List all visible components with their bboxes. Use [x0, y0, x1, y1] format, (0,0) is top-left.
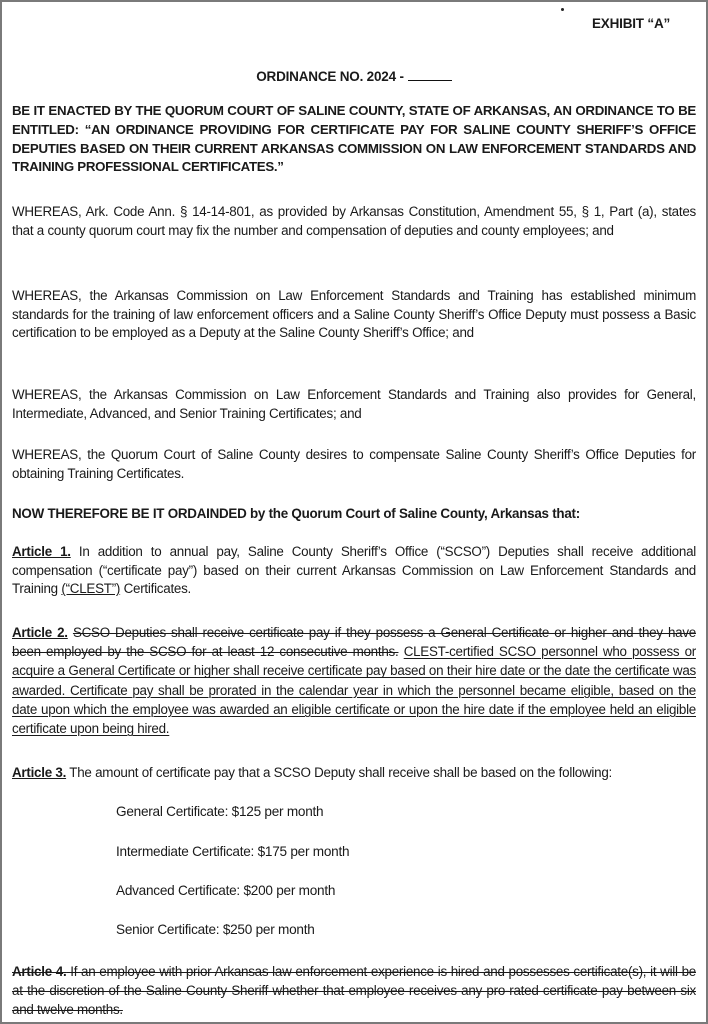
article-2-inserted-text: CLEST-certified SCSO personnel who possess or acquire a General Certificate or higher shall receive certificate pay based on their hire date or the date the certificate was awarded. Certificate pay shall be prorated in the calendar year in which the personnel became eligible, based on the date upon which the employee was awarded an eligible certificate or upon the hire date if the employee held an eligible certificate upon being hired.	[12, 644, 696, 737]
article-3	[12, 764, 696, 783]
certificate-pay-advanced: Advanced Certificate: $200 per month	[116, 883, 336, 898]
whereas-clause-4: WHEREAS, the Quorum Court of Saline County desires to compensate Saline County Sheriff’s Office Deputies for obtaining Training Certificates.	[12, 447, 696, 481]
article-4	[12, 962, 696, 1019]
article-1-text: In addition to annual pay, Saline County Sheriff’s Office (“SCSO”) Deputies shall receive additional compensation (“certificate pay”) based on their current Arkansas Commission on Law Enforcement Standards and Training	[12, 544, 696, 597]
whereas-clause-3: WHEREAS, the Arkansas Commission on Law Enforcement Standards and Training also provides for General, Intermediate, Advanced, and Senior Training Certificates; and	[12, 387, 696, 421]
article-1-heading: Article 1.	[12, 544, 71, 559]
whereas-clause-1: WHEREAS, Ark. Code Ann. § 14-14-801, as provided by Arkansas Constitution, Amendment 55, § 1, Part (a), states that a county quorum court may fix the number and compensation of deputies and county employees; and	[12, 204, 696, 238]
whereas-clause-2: WHEREAS, the Arkansas Commission on Law Enforcement Standards and Training has established minimum standards for the training of law enforcement officers and a Saline County Sheriff’s Office Deputy must possess a Basic certification to be employed as a Deputy at the Saline County Sheriff’s Office; and	[12, 288, 696, 341]
article-3-heading: Article 3.	[12, 765, 67, 780]
article-1-text-end: Certificates.	[120, 581, 192, 597]
article-1	[12, 543, 696, 599]
article-2-deleted-text: SCSO Deputies shall receive certificate pay if they possess a General Certificate or higher and they have been employed by the SCSO for at least 12 consecutive months.	[12, 625, 696, 660]
ordained-clause	[12, 505, 696, 524]
exhibit-label: EXHIBIT “A”	[592, 16, 671, 31]
ordinance-title	[2, 68, 706, 84]
certificate-pay-general: General Certificate: $125 per month	[116, 804, 324, 819]
article-2	[12, 623, 696, 738]
ordained-bold-text: NOW THEREFORE BE IT ORDAINDED	[12, 506, 247, 521]
article-4-heading: Article 4.	[12, 964, 67, 979]
article-2-heading: Article 2.	[12, 625, 68, 640]
stray-dot-mark	[561, 8, 564, 11]
certificate-pay-intermediate: Intermediate Certificate: $175 per month	[116, 844, 350, 859]
ordained-rest-text: by the Quorum Court of Saline County, Arkansas that:	[246, 506, 580, 521]
article-1-clest-abbrev: (“CLEST”)	[61, 581, 121, 597]
article-4-deleted-text: If an employee with prior Arkansas law enforcement experience is hired and possesses certificate(s), it will be at the discretion of the Saline County Sheriff whether that employee receives any pro-rated certificate pay between six and twelve months.	[12, 964, 696, 1017]
certificate-pay-senior: Senior Certificate: $250 per month	[116, 922, 315, 937]
ordinance-number-blank	[408, 68, 452, 81]
enacting-clause: BE IT ENACTED BY THE QUORUM COURT OF SALINE COUNTY, STATE OF ARKANSAS, AN ORDINANCE TO BE ENTITLED: “AN ORDINANCE PROVIDING FOR CERTIFICATE PAY FOR SALINE COUNTY SHERIFF’S OFFICE DEPUTIES BASED ON THEIR CURRENT ARKANSAS COMMISSION ON LAW ENFORCEMENT STANDARDS AND TRAINING PROFESSIONAL CERTIFICATES.”	[12, 103, 696, 175]
article-3-text: The amount of certificate pay that a SCSO Deputy shall receive shall be based on the following:	[66, 765, 612, 780]
ordinance-title-text: ORDINANCE NO. 2024 -	[256, 69, 404, 84]
